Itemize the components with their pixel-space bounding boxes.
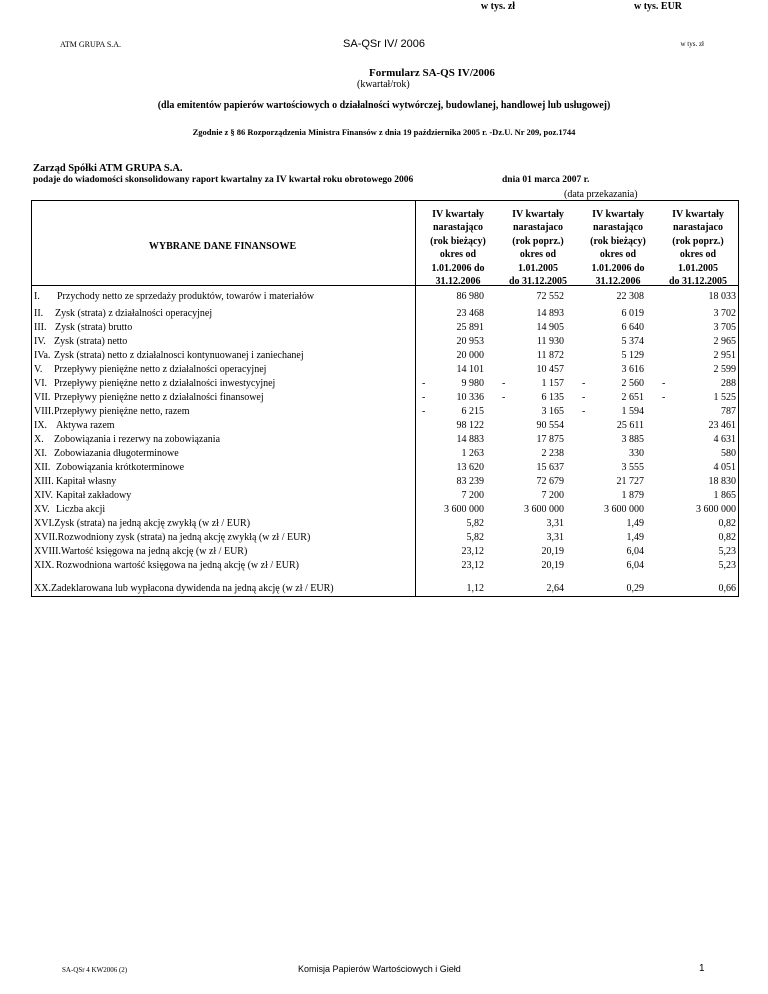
column-header-line: IV kwartały: [432, 209, 484, 220]
row-label: [34, 532, 310, 543]
table-cell: 3,31: [546, 518, 564, 529]
column-header-pln-previous: [498, 208, 578, 288]
column-divider: [415, 201, 416, 596]
row-label-text: Zysk (strata) z działalności operacyjnej: [55, 308, 213, 319]
negative-sign: -: [582, 392, 586, 403]
table-cell: 25 891: [456, 322, 484, 333]
row-label: [34, 420, 115, 431]
negative-sign: -: [662, 392, 666, 403]
table-cell: 0,66: [718, 583, 736, 594]
table-cell: 5,82: [466, 532, 484, 543]
regulation-note: Zgodnie z § 86 Rozporządzenia Ministra Finansów z dnia 19 października 2005 r. -Dz.U. Nr 209, poz.1744: [192, 127, 576, 137]
negative-sign: -: [422, 406, 426, 417]
row-label-text: Zysk (strata) na jedną akcję zwykłą (w zł / EUR): [54, 518, 251, 529]
table-cell: 13 620: [456, 462, 484, 473]
row-number: III.: [34, 322, 47, 333]
negative-sign: -: [502, 378, 506, 389]
column-header-line: 1.01.2005: [518, 262, 558, 274]
row-number: II.: [34, 308, 44, 319]
table-cell: 90 554: [536, 420, 564, 431]
table-cell: 11 930: [536, 336, 564, 347]
negative-sign: -: [662, 378, 666, 389]
table-cell: 2 951: [713, 350, 736, 361]
table-cell: 3 705: [713, 322, 736, 333]
row-label-text: Zadeklarowana lub wypłacona dywidenda na jedną akcję (w zł / EUR): [50, 583, 334, 594]
row-label-text: Aktywa razem: [56, 420, 115, 431]
table-cell: 5,23: [718, 560, 736, 571]
table-cell: 23,12: [461, 546, 484, 557]
table-cell: 5,23: [718, 546, 736, 557]
table-cell: 3,31: [546, 532, 564, 543]
row-label: [34, 406, 190, 417]
table-cell: 20,19: [541, 560, 564, 571]
table-cell: 18 830: [708, 476, 736, 487]
table-cell: 83 239: [456, 476, 484, 487]
row-label-text: Przepływy pieniężne netto, razem: [54, 406, 190, 417]
table-cell: 2 238: [541, 448, 564, 459]
row-number: VII.: [34, 392, 51, 403]
row-label: [34, 476, 116, 487]
column-header-line: 1.01.2006 do: [591, 262, 645, 274]
row-label-text: Liczba akcji: [56, 504, 106, 515]
column-header-line: narastająco: [433, 222, 483, 234]
table-cell: 5 129: [621, 350, 644, 361]
table-cell: 1 263: [461, 448, 484, 459]
table-cell: 288: [721, 378, 736, 389]
column-header-line: (rok poprz.): [512, 235, 564, 247]
column-header-line: (rok bieżący): [430, 235, 486, 247]
table-cell: 6 019: [621, 308, 644, 319]
column-header-line: (rok poprz.): [672, 235, 724, 247]
table-cell: 23 461: [708, 420, 736, 431]
table-cell: 14 883: [456, 434, 484, 445]
table-cell: 1 865: [713, 490, 736, 501]
table-cell: 10 457: [536, 364, 564, 375]
row-label-text: Kapitał zakładowy: [56, 490, 132, 501]
table-cell: 98 122: [456, 420, 484, 431]
table-cell: 17 875: [536, 434, 564, 445]
table-cell: 330: [629, 448, 644, 459]
table-cell: 0,29: [626, 583, 644, 594]
row-number: XIX.: [34, 560, 55, 571]
table-cell: 72 552: [536, 291, 564, 302]
table-cell: 18 033: [708, 291, 736, 302]
row-label-text: Zobowiązania krótkoterminowe: [56, 462, 185, 473]
row-number: IV.: [34, 336, 46, 347]
table-cell: 3 600 000: [524, 504, 564, 515]
row-label-text: Przepływy pieniężne netto z działalności inwestycyjnej: [54, 378, 276, 389]
table-cell: 6 215: [461, 406, 484, 417]
row-label: [34, 462, 184, 473]
negative-sign: -: [422, 392, 426, 403]
row-label-text: Rozwodniony zysk (strata) na jedną akcję zwykłą (w zł / EUR): [57, 532, 311, 543]
table-cell: 3 165: [541, 406, 564, 417]
table-cell: 2 560: [621, 378, 644, 389]
table-cell: 787: [721, 406, 736, 417]
table-cell: 23 468: [456, 308, 484, 319]
table-cell: 3 600 000: [696, 504, 736, 515]
row-number: VIII.: [34, 406, 54, 417]
report-line: podaje do wiadomości skonsolidowany raport kwartalny za IV kwartał roku obrotowego 2006: [33, 175, 414, 185]
row-number: V.: [34, 364, 43, 375]
row-label-text: Zobowiazania długoterminowe: [54, 448, 179, 459]
table-cell: 5 374: [621, 336, 644, 347]
table-cell: 14 893: [536, 308, 564, 319]
row-label: [34, 434, 220, 445]
table-cell: 3 600 000: [444, 504, 484, 515]
row-label: [34, 504, 105, 515]
column-header-line: 31.12.2006: [595, 276, 641, 288]
row-label: [34, 364, 266, 375]
row-number: XIII.: [34, 476, 54, 487]
table-cell: 10 336: [456, 392, 484, 403]
table-cell: 11 872: [536, 350, 564, 361]
header-company: ATM GRUPA S.A.: [60, 40, 122, 49]
row-number: XIV.: [34, 490, 53, 501]
table-cell: 20 953: [456, 336, 484, 347]
table-cell: 1,49: [626, 532, 644, 543]
table-cell: 0,82: [718, 518, 736, 529]
table-cell: 6 135: [541, 392, 564, 403]
column-header-line: 31.12.2006: [435, 276, 481, 288]
table-cell: 86 980: [456, 291, 484, 302]
table-cell: 1 525: [713, 392, 736, 403]
table-cell: 21 727: [616, 476, 644, 487]
row-number: XX.: [34, 583, 51, 594]
table-cell: 15 637: [536, 462, 564, 473]
row-label-text: Przepływy pieniężne netto z działalności finansowej: [54, 392, 264, 403]
transfer-note: (data przekazania): [564, 189, 638, 200]
table-cell: 14 101: [456, 364, 484, 375]
row-label: [34, 322, 132, 333]
column-header-line: do 31.12.2005: [508, 276, 568, 288]
negative-sign: -: [502, 392, 506, 403]
table-cell: 1 157: [541, 378, 564, 389]
currency-pln-header: w tys. zł: [480, 1, 516, 12]
column-header-line: IV kwartały: [672, 209, 724, 220]
row-number: XII.: [34, 462, 51, 473]
table-cell: 20,19: [541, 546, 564, 557]
table-cell: 3 555: [621, 462, 644, 473]
table-cell: 25 611: [616, 420, 644, 431]
negative-sign: -: [422, 378, 426, 389]
row-label-text: Kapitał własny: [56, 476, 117, 487]
row-label: [34, 336, 127, 347]
table-cell: 3 600 000: [604, 504, 644, 515]
row-label-text: Przepływy pieniężne netto z działalności operacyjnej: [54, 364, 267, 375]
row-number: XVII.: [34, 532, 58, 543]
column-header-line: okres od: [679, 249, 717, 261]
row-label: [34, 448, 179, 459]
table-cell: 0,82: [718, 532, 736, 543]
header-form-code: SA-QSr IV/ 2006: [343, 38, 425, 50]
table-cell: 580: [721, 448, 736, 459]
table-cell: 72 679: [536, 476, 564, 487]
row-number: XI.: [34, 448, 48, 459]
table-cell: 3 885: [621, 434, 644, 445]
row-number: IVa.: [34, 350, 51, 361]
form-title: Formularz SA-QS IV/2006: [369, 67, 495, 79]
table-cell: 7 200: [541, 490, 564, 501]
board-line: Zarząd Spółki ATM GRUPA S.A.: [33, 163, 183, 174]
table-cell: 1,49: [626, 518, 644, 529]
column-header-eur-current: [578, 208, 658, 288]
row-label: [34, 583, 334, 594]
column-header-line: (rok bieżący): [590, 235, 646, 247]
table-cell: 6,04: [626, 560, 644, 571]
report-date: dnia 01 marca 2007 r.: [502, 175, 590, 185]
column-header-line: okres od: [519, 249, 557, 261]
row-label-text: Rozwodniona wartość księgowa na jedną akcję (w zł / EUR): [56, 560, 299, 571]
table-cell: 14 905: [536, 322, 564, 333]
form-subtitle: (kwartał/rok): [357, 79, 410, 90]
footer-code: SA-QSr 4 KW2006 (2): [62, 966, 128, 974]
row-number: VI.: [34, 378, 48, 389]
column-header-line: IV kwartały: [592, 209, 644, 220]
row-number: IX.: [34, 420, 48, 431]
table-cell: 9 980: [461, 378, 484, 389]
row-label-text: Zysk (strata) brutto: [55, 322, 133, 333]
row-number: XVIII.: [34, 546, 61, 557]
row-number: XV.: [34, 504, 50, 515]
row-label-text: Zobowiązania i rezerwy na zobowiązania: [54, 434, 221, 445]
row-number: XVI.: [34, 518, 55, 529]
table-cell: 1 594: [621, 406, 644, 417]
column-header-line: okres od: [599, 249, 637, 261]
table-cell: 2 599: [713, 364, 736, 375]
negative-sign: -: [582, 378, 586, 389]
table-cell: 1 879: [621, 490, 644, 501]
row-label: [34, 378, 275, 389]
column-header-pln-current: [418, 208, 498, 288]
column-header-line: narastajaco: [513, 222, 563, 234]
currency-eur-header: w tys. EUR: [633, 1, 683, 12]
row-label-text: Przychody netto ze sprzedaży produktów, towarów i materiałów: [57, 291, 315, 302]
table-cell: 2 651: [621, 392, 644, 403]
column-header-line: IV kwartały: [512, 209, 564, 220]
footer-commission: Komisja Papierów Wartościowych i Giełd: [298, 964, 461, 974]
table-cell: 23,12: [461, 560, 484, 571]
table-cell: 4 631: [713, 434, 736, 445]
table-cell: 5,82: [466, 518, 484, 529]
header-unit: w tys. zł: [680, 40, 704, 48]
row-label-text: Zysk (strata) netto z działalnosci kontynuowanej i zaniechanej: [54, 350, 304, 361]
row-number: X.: [34, 434, 44, 445]
row-label: [34, 518, 250, 529]
row-label: [34, 291, 314, 302]
table-cell: 2 965: [713, 336, 736, 347]
table-cell: 6,04: [626, 546, 644, 557]
table-cell: 3 616: [621, 364, 644, 375]
issuer-note: (dla emitentów papierów wartościowych o działalności wytwórczej, budowlanej, handlowej lub usługowej): [157, 100, 611, 111]
table-cell: 2,64: [546, 583, 564, 594]
row-label: [34, 392, 264, 403]
table-cell: 6 640: [621, 322, 644, 333]
row-label: [34, 490, 131, 501]
table-cell: 3 702: [713, 308, 736, 319]
row-label: [34, 560, 299, 571]
table-cell: 20 000: [456, 350, 484, 361]
row-label-text: Zysk (strata) netto: [54, 336, 128, 347]
negative-sign: -: [582, 406, 586, 417]
row-label: [34, 308, 212, 319]
table-cell: 1,12: [466, 583, 484, 594]
column-header-line: do 31.12.2005: [668, 276, 728, 288]
column-header-eur-previous: [658, 208, 738, 288]
section-title: WYBRANE DANE FINANSOWE: [148, 241, 297, 252]
column-header-line: narastająco: [593, 222, 643, 234]
table-cell: 4 051: [713, 462, 736, 473]
row-label-text: Wartość księgowa na jedną akcję (w zł / EUR): [60, 546, 248, 557]
column-header-line: narastajaco: [673, 222, 723, 234]
column-header-line: okres od: [439, 249, 477, 261]
row-label: [34, 350, 304, 361]
column-header-line: 1.01.2006 do: [431, 262, 485, 274]
table-cell: 22 308: [616, 291, 644, 302]
row-number: I.: [34, 291, 40, 302]
table-cell: 7 200: [461, 490, 484, 501]
page-number: 1: [699, 963, 705, 974]
row-label: [34, 546, 247, 557]
column-header-line: 1.01.2005: [678, 262, 718, 274]
